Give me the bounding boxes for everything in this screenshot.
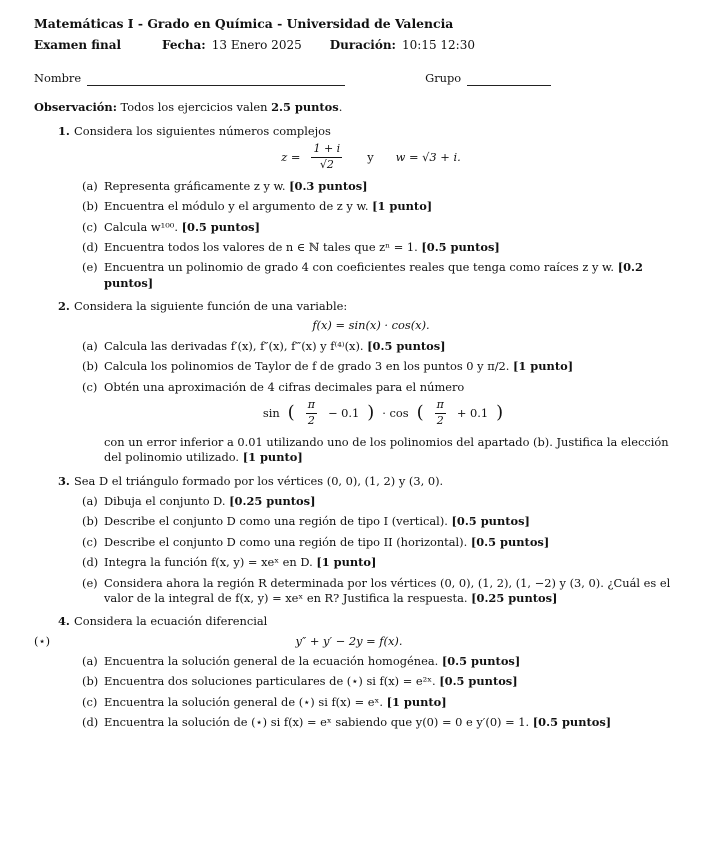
item-label: (a) (82, 654, 98, 669)
eq-z-denominator: √2 (319, 157, 334, 171)
exercise-4-number: 4. (58, 614, 70, 629)
item-points: [0.5 puntos] (532, 715, 612, 730)
item-text: Encuentra la solución de (⋆) si f(x) = eˣ sabiendo que y(0) = 0 e y′(0) = 1. (104, 715, 530, 730)
item-points: [0.5 puntos] (470, 534, 550, 549)
exercise-1 (58, 124, 684, 291)
observation-label: Observación: (34, 100, 117, 115)
item-label: (b) (82, 359, 99, 374)
item-points: [0.2 puntos] (104, 260, 643, 290)
exercise-1-equation (58, 142, 684, 173)
item-label: (c) (82, 534, 98, 549)
exercise-1-item-a (82, 179, 684, 194)
item-points: [0.5 puntos] (181, 219, 260, 234)
item-text: Calcula los polinomios de Taylor de f de grado 3 en los puntos 0 y π/2. (104, 359, 510, 374)
duration-label: Duración: (329, 37, 396, 52)
item-points: [0.25 puntos] (229, 493, 316, 508)
eq-z-numerator: 1 + i (311, 142, 342, 158)
exercise-2-continuation (104, 435, 684, 466)
exercise-3 (58, 474, 684, 607)
item-label: (d) (82, 239, 99, 254)
exercise-1-number: 1. (58, 123, 70, 138)
exercise-4-item-a (82, 654, 684, 669)
exercise-2-equation: f(x) = sin(x) · cos(x). (312, 317, 430, 332)
exercise-3-intro: Sea D el triángulo formado por los vértices (0, 0), (1, 2) y (3, 0). (74, 473, 444, 488)
approx-pi1-fraction (306, 398, 317, 429)
item-label: (a) (82, 493, 98, 508)
exercise-4-equation: y″ + y′ − 2y = f(x). (295, 633, 403, 648)
item-points: [1 punto] (513, 359, 574, 374)
item-points: [0.5 puntos] (439, 674, 518, 689)
observation (34, 100, 684, 115)
item-text: Considera ahora la región R determinada por los vértices (0, 0), (1, 2), (1, −2) y (3, 0). ¿Cuál es el valor de la integral de f(x, y) = xeˣ en R? Justifica la respuesta. (104, 575, 671, 605)
exam-info-line (34, 37, 684, 53)
item-text: Calcula las derivadas f′(x), f″(x), f‴(x) y f⁽⁴⁾(x). (104, 338, 364, 353)
approx-sin: sin (262, 405, 280, 420)
eq-and: y (367, 149, 374, 164)
name-field[interactable] (87, 73, 345, 86)
item-label: (b) (82, 199, 99, 214)
item-text: Representa gráficamente z y w. (104, 178, 286, 193)
exercise-4-intro: Considera la ecuación diferencial (74, 614, 268, 629)
exercise-4-item-d (82, 715, 684, 730)
continuation-text: con un error inferior a 0.01 utilizando uno de los polinomios del apartado (b). Justifica la elección del polinomio utilizado. (104, 434, 669, 465)
group-field[interactable] (467, 73, 551, 86)
item-text: Describe el conjunto D como una región de tipo I (vertical). (104, 514, 448, 529)
item-text: Encuentra dos soluciones particulares de (⋆) si f(x) = e²ˣ. (104, 674, 436, 689)
item-text: Calcula w¹⁰⁰. (104, 219, 178, 234)
exercise-1-item-c (82, 220, 684, 235)
exercise-2-item-b (82, 359, 684, 374)
duration-value: 10:15 12:30 (402, 37, 475, 52)
name-group-line (34, 71, 684, 86)
exercise-2 (58, 299, 684, 465)
item-label: (c) (82, 379, 98, 394)
item-text: Encuentra todos los valores de n ∈ ℕ tales que zⁿ = 1. (104, 239, 418, 254)
exercise-1-item-b (82, 199, 684, 214)
exam-title: Matemáticas I - Grado en Química - Universidad de Valencia (34, 16, 454, 31)
item-label: (d) (82, 555, 99, 570)
exercise-3-item-c (82, 535, 684, 550)
exercise-3-number: 3. (58, 473, 70, 488)
item-label: (c) (82, 694, 98, 709)
item-text: Dibuja el conjunto D. (104, 493, 226, 508)
item-points: [0.3 puntos] (289, 178, 368, 193)
exercise-3-item-a (82, 494, 684, 509)
item-text: Describe el conjunto D como una región de tipo II (horizontal). (104, 534, 468, 549)
item-points: [1 punto] (372, 199, 433, 214)
approx-term2: + 0.1 (456, 405, 489, 420)
eq-z-fraction (311, 142, 342, 173)
item-label: (c) (82, 219, 98, 234)
date-value: 13 Enero 2025 (211, 37, 302, 52)
approx-pi2-fraction (435, 398, 446, 429)
item-label: (a) (82, 178, 98, 193)
item-label: (a) (82, 338, 98, 353)
approx-pi2-den: 2 (436, 413, 444, 427)
item-points: [0.5 puntos] (441, 654, 521, 669)
date-label: Fecha: (162, 37, 206, 52)
observation-end: . (338, 100, 343, 115)
approx-term1: − 0.1 (327, 405, 360, 420)
observation-points: 2.5 puntos (271, 100, 339, 115)
exercise-4 (34, 614, 684, 730)
item-points: [1 punto] (386, 694, 447, 709)
exercise-2-item-a (82, 339, 684, 354)
exercise-1-intro: Considera los siguientes números complejos (74, 123, 331, 138)
eq-w: w = √3 + i. (395, 149, 461, 164)
exam-label: Examen final (34, 37, 122, 52)
equation-star-mark: (⋆) (34, 633, 51, 648)
exercise-2-item-c (82, 380, 684, 395)
exercise-2-number: 2. (58, 299, 70, 314)
approximation-expression: sin ( $\frac{\pi}{2}$ − 0.1 ) · cos ( $\frac{\pi}{2}$ + 0.1 ) (262, 398, 504, 427)
exercise-1-item-e (82, 260, 684, 291)
item-label: (d) (82, 715, 99, 730)
item-label: (e) (82, 260, 98, 275)
observation-text: Todos los ejercicios valen (120, 100, 268, 115)
approx-pi2-num: π (435, 398, 446, 414)
exercise-3-item-e (82, 576, 684, 607)
item-label: (b) (82, 514, 99, 529)
exercise-4-equation-row (34, 633, 684, 649)
approx-pi1-den: 2 (307, 413, 315, 427)
item-points: [1 punto] (316, 555, 377, 570)
item-text: Encuentra la solución general de la ecuación homogénea. (104, 654, 439, 669)
item-text: Encuentra el módulo y el argumento de z y w. (104, 199, 369, 214)
item-points: [0.5 puntos] (367, 338, 446, 353)
item-text: Obtén una aproximación de 4 cifras decimales para el número (104, 379, 465, 394)
exercise-3-item-d (82, 555, 684, 570)
item-points: [0.5 puntos] (421, 239, 500, 254)
exercise-4-item-b (82, 674, 684, 689)
eq-z-left: z = (281, 149, 301, 164)
exercise-1-item-d (82, 240, 684, 255)
item-label: (b) (82, 674, 99, 689)
item-text: Encuentra la solución general de (⋆) si f(x) = eˣ. (104, 694, 383, 709)
approx-pi1-num: π (306, 398, 317, 414)
item-points: [0.5 puntos] (451, 514, 530, 529)
item-text: Encuentra un polinomio de grado 4 con coeficientes reales que tenga como raíces z y w. (104, 260, 615, 275)
name-label: Nombre (34, 70, 82, 85)
exercise-3-item-b (82, 514, 684, 529)
exercise-4-item-c (82, 695, 684, 710)
exercise-2-intro: Considera la siguiente función de una variable: (74, 299, 348, 314)
approx-cos: · cos (382, 405, 409, 420)
item-label: (e) (82, 575, 98, 590)
item-points: [0.25 puntos] (471, 590, 558, 605)
item-text: Integra la función f(x, y) = xeˣ en D. (104, 555, 313, 570)
group-label: Grupo (425, 70, 462, 85)
continuation-points: [1 punto] (242, 450, 303, 465)
